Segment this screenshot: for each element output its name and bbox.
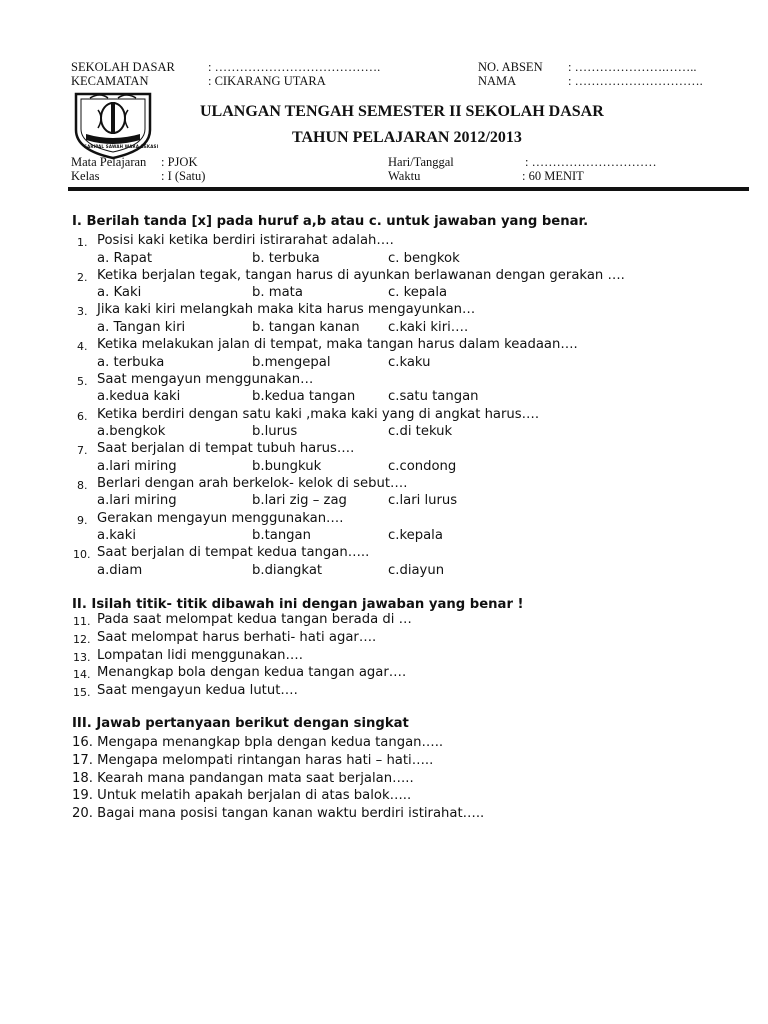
question-text: Saat berjalan di tempat tubuh harus…. [97,441,355,457]
option-b: b.lari zig – zag [252,493,347,509]
nama-value: : …………………………. [568,74,703,88]
option-c: c.kepala [388,528,443,544]
option-a: a. Kaki [97,285,142,301]
question-text: Gerakan mengayun menggunakan…. [97,510,344,526]
option-c: c.lari lurus [388,493,458,509]
question-text: 18. Kearah mana pandangan mata saat berjalan….. [72,770,414,786]
question-text: Lompatan lidi menggunakan…. [97,647,303,663]
exam-title: ULANGAN TENGAH SEMESTER II SEKOLAH DASAR [200,103,604,120]
option-a: a. Rapat [97,250,153,266]
question-number: 1. [77,236,88,249]
option-a: a.diam [97,562,143,578]
question-text: Ketika berdiri dengan satu kaki ,maka kaki yang di angkat harus…. [97,406,540,422]
kecamatan-value: : CIKARANG UTARA [208,74,326,88]
section2-heading: II. Isilah titik- titik dibawah ini dengan jawaban yang benar ! [72,597,524,612]
question-text: 19. Untuk melatih apakah berjalan di atas balok….. [72,788,412,804]
question-text: Saat melompat harus berhati- hati agar…. [97,629,377,645]
regency-logo-icon [68,90,158,160]
option-c: c.di tekuk [388,424,453,439]
question-text: Berlari dengan arah berkelok- kelok di sebut…. [97,475,408,491]
absen-value: : ………………….…….. [568,60,697,74]
question-number: 9. [77,513,88,527]
absen-label: NO. ABSEN [478,60,543,74]
question-text: Saat mengayun kedua lutut…. [97,683,298,699]
class-label: Kelas [71,169,100,183]
question-text: 17. Mengapa melompati rintangan haras hati – hati….. [72,752,434,768]
question-number: 8. [77,478,88,492]
question-number: 7. [77,444,88,458]
option-a: a. terbuka [97,354,165,370]
option-b: b.kedua tangan [252,389,356,405]
section1-heading: I. Berilah tanda [x] pada huruf a,b atau c. untuk jawaban yang benar. [72,214,589,229]
question-number: 2. [77,270,88,284]
question-text: Ketika berjalan tegak, tangan harus di ayunkan berlawanan dengan gerakan …. [97,267,625,283]
question-text: 20. Bagai mana posisi tangan kanan waktu berdiri istirahat….. [72,806,485,822]
question-number: 14. [73,668,91,682]
subject-value: : PJOK [161,155,198,169]
question-number: 10. [73,548,91,562]
time-value: : 60 MENIT [522,169,584,183]
nama-label: NAMA [478,74,517,88]
option-b: b.lurus [252,424,298,439]
class-value: : I (Satu) [161,169,206,183]
option-a: a. Tangan kiri [97,319,186,335]
question-number: 4. [77,340,88,354]
question-text: Saat berjalan di tempat kedua tangan….. [97,545,370,561]
exam-year: TAHUN PELAJARAN 2012/2013 [292,129,522,146]
school-label: SEKOLAH DASAR [71,60,175,74]
question-number: 11. [73,615,91,628]
question-number: 13. [73,650,91,664]
question-number: 15. [73,686,91,700]
kecamatan-label: KECAMATAN [71,74,149,88]
option-b: b. tangan kanan [252,319,360,335]
option-b: b. mata [252,285,303,301]
option-c: c. bengkok [388,250,460,266]
question-number: 5. [77,374,88,388]
option-a: a.kedua kaki [97,389,181,405]
option-a: a.bengkok [97,424,166,439]
question-number: 12. [73,632,91,646]
option-c: c.diayun [388,562,445,578]
option-c: c.kaku [388,354,431,370]
question-text: Jika kaki kiri melangkah maka kita harus mengayunkan… [97,302,476,318]
logo-motto: SARIPAL SAWAH WARA BEKASI [84,144,159,149]
subject-label: Mata Pelajaran [71,155,147,169]
date-value: : ………………………… [525,155,657,169]
option-b: b.tangan [252,528,311,544]
option-b: b.mengepal [252,354,331,370]
date-label: Hari/Tanggal [388,155,454,169]
question-text: Pada saat melompat kedua tangan berada di … [97,612,412,627]
section3-heading: III. Jawab pertanyaan berikut dengan singkat [72,716,409,731]
question-text: Posisi kaki ketika berdiri istirarahat adalah…. [97,233,394,248]
question-text: 16. Mengapa menangkap bpla dengan kedua tangan….. [72,735,444,750]
option-a: a.lari miring [97,493,177,509]
option-c: c.satu tangan [388,389,479,405]
option-c: c. kepala [388,285,448,301]
question-text: Saat mengayun menggunakan… [97,371,314,387]
option-a: a.kaki [97,528,137,544]
option-c: c.condong [388,458,457,474]
question-number: 6. [77,409,88,423]
school-value: : …………………………………. [208,60,381,74]
question-text: Menangkap bola dengan kedua tangan agar…. [97,665,407,681]
question-number: 3. [77,305,88,319]
option-b: b.diangkat [252,562,323,578]
header-rule [68,187,749,191]
question-text: Ketika melakukan jalan di tempat, maka tangan harus dalam keadaan…. [97,337,578,353]
time-label: Waktu [388,169,421,183]
option-b: b. terbuka [252,250,320,266]
option-c: c.kaki kiri…. [388,319,469,335]
option-b: b.bungkuk [252,458,322,474]
option-a: a.lari miring [97,458,177,474]
